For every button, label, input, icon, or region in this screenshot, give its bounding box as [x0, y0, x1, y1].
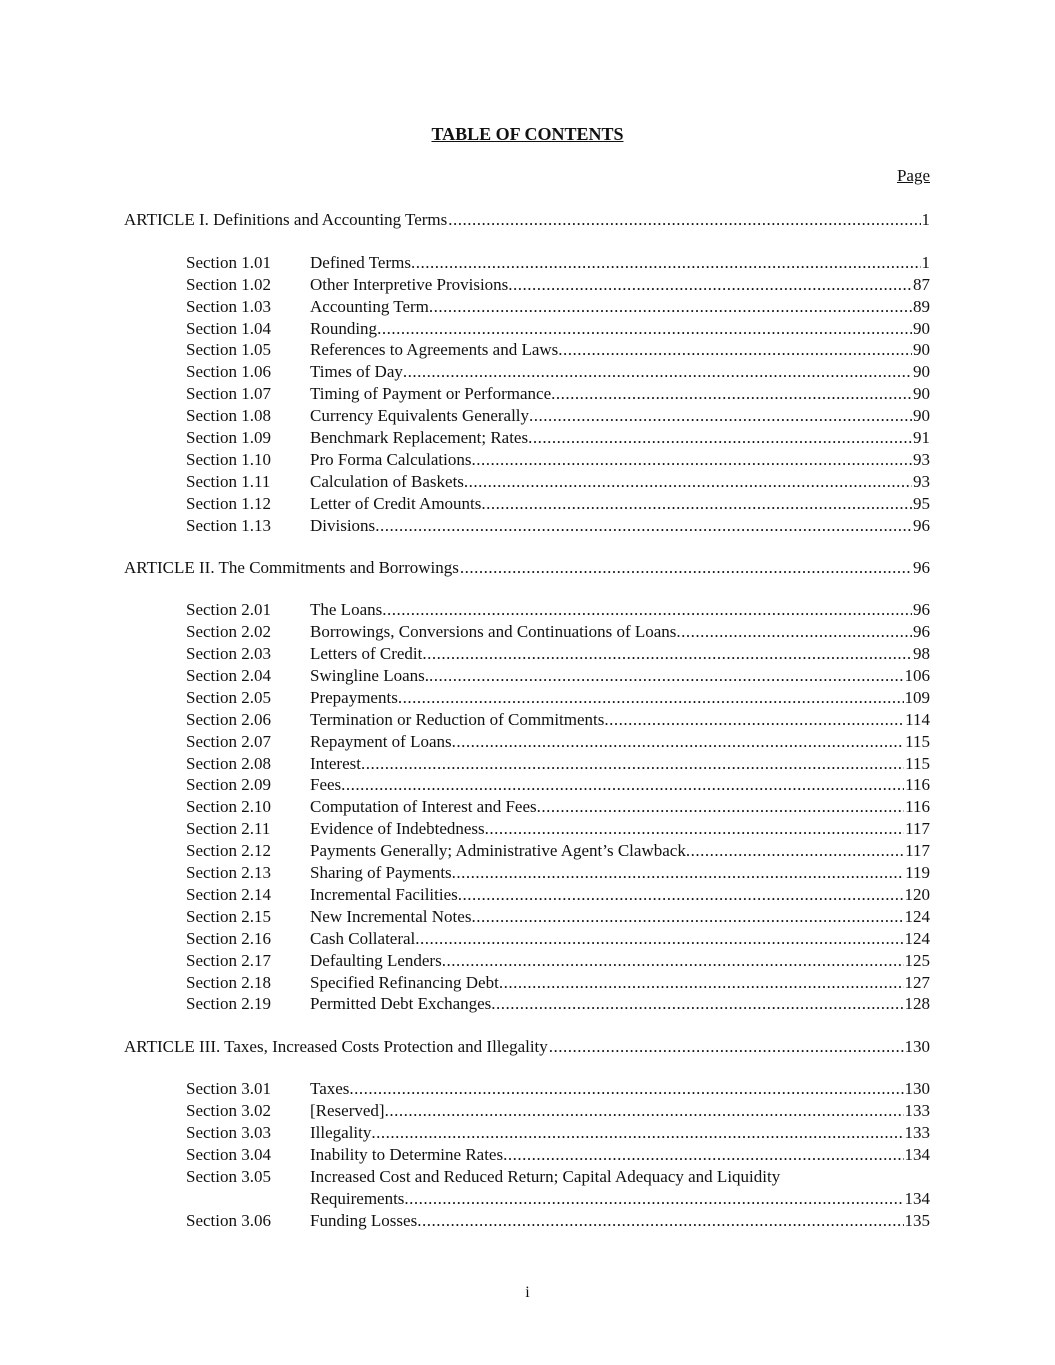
section-entry[interactable]	[124, 296, 930, 318]
section-page: 133	[904, 1101, 930, 1121]
section-number: Section 2.01	[186, 600, 271, 620]
section-number: Section 2.12	[186, 841, 271, 861]
dot-leader	[491, 993, 903, 1015]
section-page: 90	[913, 384, 930, 404]
section-title-line1: Increased Cost and Reduced Return; Capital Adequacy and Liquidity	[310, 1166, 781, 1186]
section-title: [Reserved]	[310, 1101, 385, 1121]
section-title: Letter of Credit Amounts	[310, 493, 482, 513]
section-entry[interactable]	[124, 731, 930, 753]
dot-leader	[361, 753, 904, 775]
section-number: Section 2.09	[186, 775, 271, 795]
section-page: 90	[913, 406, 930, 426]
section-page: 89	[913, 296, 930, 316]
section-entry[interactable]	[124, 796, 930, 818]
section-title: Defined Terms	[310, 252, 411, 272]
section-entry[interactable]	[124, 950, 930, 972]
section-entry[interactable]	[124, 599, 930, 621]
section-entry[interactable]	[124, 1144, 930, 1166]
section-title: New Incremental Notes	[310, 906, 472, 926]
section-entry[interactable]	[124, 318, 930, 340]
section-entry[interactable]	[124, 274, 930, 296]
article-page: 1	[921, 210, 930, 229]
section-entry[interactable]	[124, 753, 930, 775]
section-title: The Loans	[310, 600, 383, 620]
dot-leader	[452, 731, 904, 753]
section-page: 130	[904, 1079, 930, 1099]
section-entry-continuation[interactable]	[124, 1188, 930, 1210]
dot-leader	[448, 209, 920, 231]
article-title: ARTICLE I. Definitions and Accounting Terms	[124, 210, 448, 229]
section-page: 90	[913, 362, 930, 382]
dot-leader	[499, 972, 904, 994]
section-page: 98	[913, 644, 930, 664]
section-entry[interactable]	[124, 687, 930, 709]
dot-leader	[398, 687, 904, 709]
section-title: Specified Refinancing Debt	[310, 972, 499, 992]
dot-leader	[471, 906, 903, 928]
section-page: 135	[904, 1210, 930, 1230]
section-number: Section 3.03	[186, 1122, 271, 1142]
section-number: Section 2.16	[186, 928, 271, 948]
dot-leader	[529, 405, 912, 427]
section-title: Accounting Term	[310, 296, 429, 316]
section-title: Requirements	[310, 1188, 405, 1208]
section-title: Calculation of Baskets	[310, 471, 464, 491]
section-page: 106	[904, 666, 930, 686]
section-entry[interactable]	[124, 621, 930, 643]
section-page: 115	[905, 731, 930, 751]
section-entry[interactable]	[124, 906, 930, 928]
section-number: Section 1.02	[186, 274, 271, 294]
dot-leader	[442, 950, 904, 972]
section-number: Section 2.10	[186, 797, 271, 817]
dot-leader	[460, 557, 912, 579]
section-title: Termination or Reduction of Commitments	[310, 709, 605, 729]
dot-leader	[429, 296, 912, 318]
section-number: Section 3.05	[186, 1166, 271, 1186]
section-title: Evidence of Indebtedness	[310, 819, 485, 839]
section-number: Section 2.19	[186, 994, 271, 1014]
dot-leader	[537, 796, 905, 818]
section-number: Section 2.15	[186, 906, 271, 926]
dot-leader	[551, 383, 912, 405]
section-number: Section 1.07	[186, 384, 271, 404]
section-page: 120	[904, 884, 930, 904]
document-title: TABLE OF CONTENTS	[431, 124, 624, 144]
dot-leader	[375, 515, 912, 537]
section-title: Illegality	[310, 1122, 372, 1142]
dot-leader	[415, 928, 903, 950]
section-entry[interactable]	[124, 840, 930, 862]
dot-leader	[403, 361, 912, 383]
section-page: 128	[904, 994, 930, 1014]
dot-leader	[471, 449, 912, 471]
section-number: Section 3.04	[186, 1144, 271, 1164]
dot-leader	[341, 774, 904, 796]
section-title: Sharing of Payments	[310, 863, 452, 883]
dot-leader	[349, 1078, 903, 1100]
article-title: ARTICLE II. The Commitments and Borrowings	[124, 558, 459, 578]
dot-leader	[411, 252, 921, 274]
section-page: 87	[913, 274, 930, 294]
section-number: Section 1.03	[186, 296, 271, 316]
page-column-header: Page	[896, 166, 930, 185]
section-entry[interactable]	[124, 1122, 930, 1144]
section-title: Pro Forma Calculations	[310, 449, 472, 469]
section-entry[interactable]	[124, 405, 930, 427]
dot-leader	[404, 1188, 903, 1210]
section-entry[interactable]	[124, 449, 930, 471]
dot-leader	[676, 621, 912, 643]
section-entry[interactable]	[124, 361, 930, 383]
dot-leader	[686, 840, 904, 862]
section-number: Section 1.12	[186, 493, 271, 513]
table-of-contents	[124, 209, 930, 1231]
section-number: Section 2.13	[186, 863, 271, 883]
article-entry[interactable]	[124, 209, 930, 231]
section-title: Letters of Credit	[310, 644, 423, 664]
section-page: 96	[913, 515, 930, 535]
dot-leader	[377, 318, 912, 340]
section-number: Section 2.06	[186, 709, 271, 729]
section-page: 96	[913, 622, 930, 642]
section-title: Incremental Facilities	[310, 884, 458, 904]
article-entry[interactable]	[124, 557, 930, 579]
section-entry[interactable]	[124, 643, 930, 665]
section-entry[interactable]	[124, 1100, 930, 1122]
section-page: 124	[904, 906, 930, 926]
section-page: 133	[904, 1122, 930, 1142]
section-entry[interactable]	[124, 252, 930, 274]
section-title: Other Interpretive Provisions	[310, 274, 509, 294]
dot-leader	[458, 884, 904, 906]
section-title: Times of Day	[310, 362, 403, 382]
section-page: 95	[913, 493, 930, 513]
article-entry[interactable]	[124, 1036, 930, 1058]
article-page: 96	[913, 558, 930, 578]
section-title: Taxes	[310, 1079, 350, 1099]
article-page: 130	[904, 1037, 930, 1057]
dot-leader	[481, 493, 912, 515]
section-title: Interest	[310, 753, 361, 773]
dot-leader	[371, 1122, 903, 1144]
section-title: Currency Equivalents Generally	[310, 406, 530, 426]
dot-leader	[528, 427, 912, 449]
section-entry[interactable]	[124, 515, 930, 537]
section-entry[interactable]	[124, 709, 930, 731]
section-number: Section 1.10	[186, 449, 271, 469]
section-number: Section 1.06	[186, 362, 271, 382]
section-number: Section 2.11	[186, 819, 271, 839]
section-entry[interactable]	[124, 339, 930, 361]
section-entry[interactable]	[124, 884, 930, 906]
section-number: Section 2.02	[186, 622, 271, 642]
section-title: Cash Collateral	[310, 928, 416, 948]
section-entry[interactable]	[124, 993, 930, 1015]
dot-leader	[422, 643, 912, 665]
section-page: 116	[905, 775, 930, 795]
section-page: 116	[905, 797, 930, 817]
section-entry[interactable]	[124, 383, 930, 405]
section-page: 91	[913, 428, 930, 448]
section-title: Computation of Interest and Fees	[310, 797, 537, 817]
dot-leader	[485, 818, 904, 840]
section-entry[interactable]	[124, 862, 930, 884]
section-title: Payments Generally; Administrative Agent’s Clawback	[310, 841, 686, 861]
section-page: 134	[904, 1144, 930, 1164]
section-entry[interactable]	[124, 818, 930, 840]
dot-leader	[417, 1210, 903, 1232]
section-title: Benchmark Replacement; Rates	[310, 428, 529, 448]
section-number: Section 2.03	[186, 644, 271, 664]
dot-leader	[549, 1036, 904, 1058]
section-page: 117	[905, 841, 930, 861]
section-entry[interactable]	[124, 1078, 930, 1100]
section-page: 127	[904, 972, 930, 992]
section-number: Section 1.01	[186, 252, 271, 272]
section-title: Borrowings, Conversions and Continuations of Loans	[310, 622, 677, 642]
section-title: Timing of Payment or Performance	[310, 384, 552, 404]
section-number: Section 3.06	[186, 1210, 271, 1230]
section-page: 115	[905, 753, 930, 773]
section-entry[interactable]	[124, 493, 930, 515]
section-page: 124	[904, 928, 930, 948]
section-title: Inability to Determine Rates	[310, 1144, 504, 1164]
section-number: Section 2.04	[186, 666, 271, 686]
section-entry[interactable]	[124, 928, 930, 950]
section-page: 90	[913, 318, 930, 338]
section-number: Section 2.05	[186, 687, 271, 707]
section-entry[interactable]	[124, 471, 930, 493]
section-title: Permitted Debt Exchanges	[310, 994, 492, 1014]
section-title: Swingline Loans.	[310, 666, 429, 686]
section-page: 90	[913, 340, 930, 360]
dot-leader	[382, 599, 912, 621]
section-entry[interactable]	[124, 665, 930, 687]
section-number: Section 1.04	[186, 318, 271, 338]
page-number-footer: i	[525, 1284, 530, 1301]
section-number: Section 2.18	[186, 972, 271, 992]
section-title: References to Agreements and Laws	[310, 340, 559, 360]
section-number: Section 1.11	[186, 471, 271, 491]
section-title: Rounding	[310, 318, 378, 338]
section-page: 117	[905, 819, 930, 839]
section-page: 96	[913, 600, 930, 620]
section-entry[interactable]	[124, 972, 930, 994]
section-number: Section 3.02	[186, 1101, 271, 1121]
section-page: 109	[904, 687, 930, 707]
section-entry[interactable]	[124, 1210, 930, 1232]
section-number: Section 2.08	[186, 753, 271, 773]
article-title: ARTICLE III. Taxes, Increased Costs Protection and Illegality	[124, 1037, 548, 1057]
section-number: Section 1.05	[186, 340, 271, 360]
section-number: Section 2.14	[186, 884, 271, 904]
dot-leader	[503, 1144, 903, 1166]
dot-leader	[429, 665, 904, 687]
section-entry[interactable]	[124, 774, 930, 796]
section-entry[interactable]	[124, 427, 930, 449]
section-page: 119	[905, 863, 930, 883]
section-number: Section 1.13	[186, 515, 271, 535]
dot-leader	[604, 709, 904, 731]
section-title: Defaulting Lenders	[310, 950, 442, 970]
section-title: Divisions	[310, 515, 376, 535]
section-number: Section 2.17	[186, 950, 271, 970]
section-title: Repayment of Loans	[310, 731, 452, 751]
dot-leader	[464, 471, 912, 493]
section-page: 1	[921, 252, 930, 272]
section-page: 134	[904, 1188, 930, 1208]
section-entry[interactable]	[124, 1166, 930, 1188]
section-page: 93	[913, 449, 930, 469]
dot-leader	[452, 862, 904, 884]
section-page: 93	[913, 471, 930, 491]
section-number: Section 1.08	[186, 406, 271, 426]
section-page: 125	[904, 950, 930, 970]
dot-leader	[385, 1100, 904, 1122]
section-title: Prepayments	[310, 687, 398, 707]
section-page: 114	[905, 709, 930, 729]
section-number: Section 1.09	[186, 428, 271, 448]
section-title: Fees	[310, 775, 342, 795]
section-number: Section 2.07	[186, 731, 271, 751]
dot-leader	[558, 339, 912, 361]
dot-leader	[508, 274, 912, 296]
section-number: Section 3.01	[186, 1079, 271, 1099]
section-title: Funding Losses	[310, 1210, 418, 1230]
